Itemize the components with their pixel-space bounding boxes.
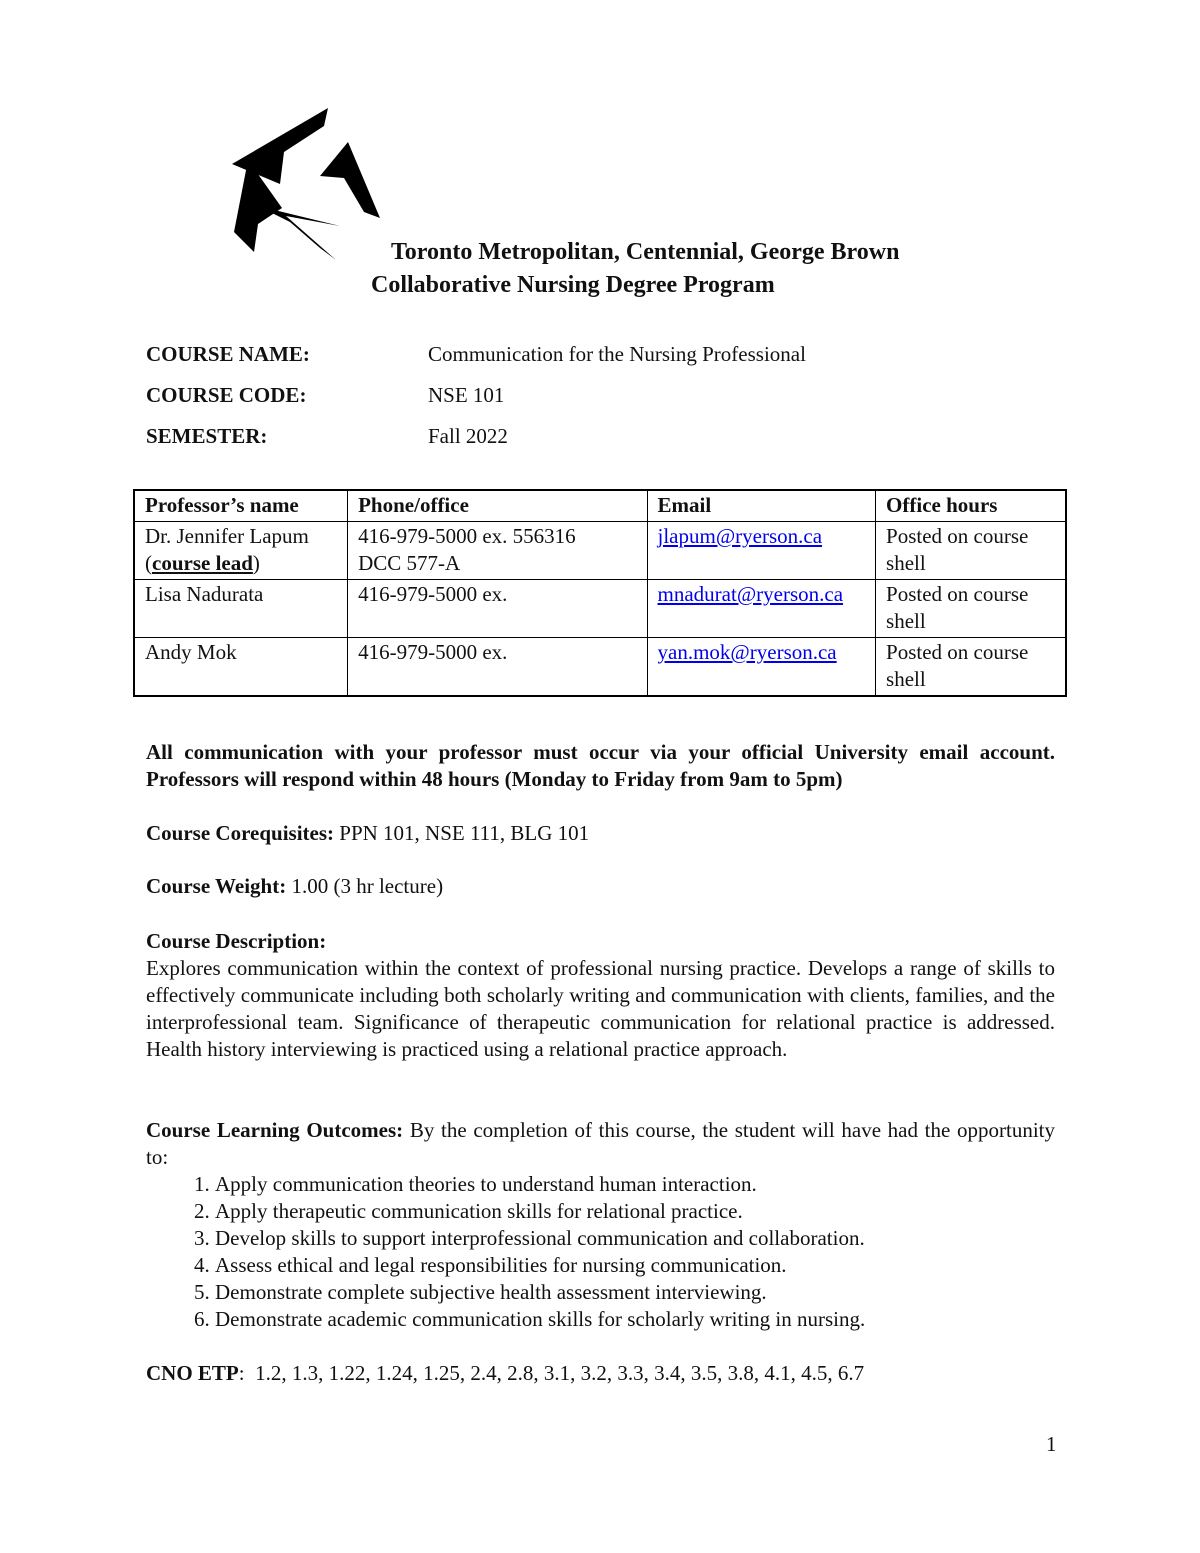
professor-name-cell <box>134 522 348 580</box>
phone: 416-979-5000 ex. 556316 <box>358 524 576 548</box>
corequisites-value: PPN 101, NSE 111, BLG 101 <box>339 821 590 845</box>
program-logo <box>228 108 384 264</box>
office: DCC 577-A <box>358 551 461 575</box>
description-text: Explores communication within the context of professional nursing practice. Develops a range of skills to effectively communicate including both scholarly writing and communication with clients, families, and the interprofessional team. Significance of therapeutic communication for relational practice is addressed. Health history interviewing is practiced using a relational practice approach. <box>146 956 1055 1061</box>
program-title-line2: Collaborative Nursing Degree Program <box>371 272 775 298</box>
logo-blade-right <box>320 142 380 218</box>
course-name-value: Communication for the Nursing Professional <box>428 342 806 366</box>
cno-etp <box>146 1360 1055 1387</box>
course-code-label: COURSE CODE: <box>146 383 307 407</box>
header-office-hours: Office hours <box>876 490 1066 522</box>
course-lead-note <box>145 550 337 577</box>
outcomes-label: Course Learning Outcomes: <box>146 1118 404 1142</box>
list-item: 6. Demonstrate academic communication skills for scholarly writing in nursing. <box>215 1306 1055 1333</box>
corequisites-label: Course Corequisites: <box>146 821 335 845</box>
email-cell <box>647 638 876 697</box>
corequisites <box>146 820 1055 847</box>
table-header-row <box>134 490 1066 522</box>
table-row <box>134 580 1066 638</box>
email-link[interactable]: yan.mok@ryerson.ca <box>657 640 837 664</box>
description-label: Course Description: <box>146 929 327 953</box>
professor-name-cell: Lisa Nadurata <box>134 580 348 638</box>
phone-office-cell: 416-979-5000 ex. <box>348 638 647 697</box>
office-hours-cell: Posted on course shell <box>876 580 1066 638</box>
program-title-line1: Toronto Metropolitan, Centennial, George Brown <box>391 239 900 265</box>
semester-value: Fall 2022 <box>428 424 508 448</box>
communication-notice: All communication with your professor must occur via your official University email account. Professors will respond within 48 hours (Monday to Friday from 9am to 5pm) <box>146 740 1055 791</box>
course-description <box>146 928 1055 1063</box>
table-row <box>134 522 1066 580</box>
email-cell <box>647 522 876 580</box>
course-code-value: NSE 101 <box>428 383 505 407</box>
email-cell <box>647 580 876 638</box>
list-item: 5. Demonstrate complete subjective health assessment interviewing. <box>215 1279 1055 1306</box>
outcomes-list <box>146 1171 1055 1333</box>
cno-etp-value: 1.2, 1.3, 1.22, 1.24, 1.25, 2.4, 2.8, 3.1, 3.2, 3.3, 3.4, 3.5, 3.8, 4.1, 4.5, 6.7 <box>255 1361 865 1385</box>
list-item: 1. Apply communication theories to understand human interaction. <box>215 1171 1055 1198</box>
paren-close: ) <box>252 551 260 575</box>
professor-name-cell: Andy Mok <box>134 638 348 697</box>
phone-office-cell <box>348 522 647 580</box>
professor-name: Dr. Jennifer Lapum <box>145 524 309 548</box>
table-row <box>134 638 1066 697</box>
outcomes-intro-line <box>146 1117 1055 1171</box>
list-item: 3. Develop skills to support interprofessional communication and collaboration. <box>215 1225 1055 1252</box>
list-item: 2. Apply therapeutic communication skills for relational practice. <box>215 1198 1055 1225</box>
weight-label: Course Weight: <box>146 874 287 898</box>
email-link[interactable]: jlapum@ryerson.ca <box>657 524 823 548</box>
course-lead-label: course lead <box>152 551 253 575</box>
header-professor-name: Professor’s name <box>134 490 348 522</box>
semester-label: SEMESTER: <box>146 424 268 448</box>
cno-etp-colon: : <box>238 1361 245 1385</box>
course-name-label: COURSE NAME: <box>146 342 310 366</box>
email-link[interactable]: mnadurat@ryerson.ca <box>657 582 844 606</box>
learning-outcomes <box>146 1117 1055 1333</box>
header-email: Email <box>647 490 876 522</box>
header-phone-office: Phone/office <box>348 490 647 522</box>
cno-etp-label: CNO ETP <box>146 1361 239 1385</box>
outcomes-intro: By the completion of this course, the student will have had the opportunity to: <box>146 1118 1055 1169</box>
office-hours-cell: Posted on course shell <box>876 522 1066 580</box>
office-hours-cell: Posted on course shell <box>876 638 1066 697</box>
professors-table <box>133 489 1067 697</box>
list-item: 4. Assess ethical and legal responsibilities for nursing communication. <box>215 1252 1055 1279</box>
paren-open: ( <box>145 551 152 575</box>
course-weight <box>146 873 1055 900</box>
phone-office-cell: 416-979-5000 ex. <box>348 580 647 638</box>
weight-value: 1.00 (3 hr lecture) <box>291 874 444 898</box>
page-number: 1 <box>1046 1432 1057 1456</box>
